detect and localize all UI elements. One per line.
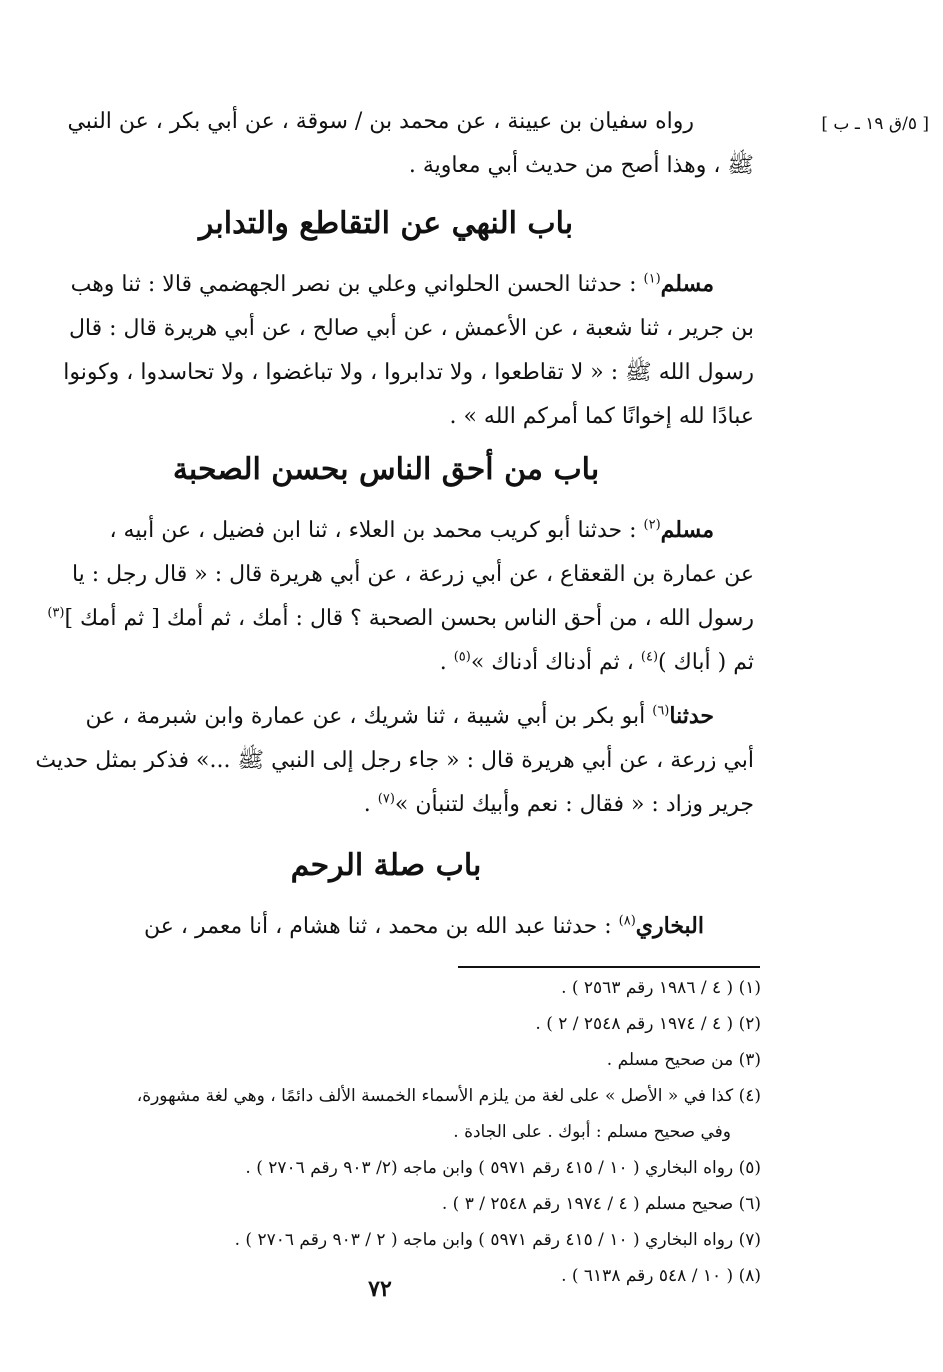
footnote-ref: (٤) [640, 649, 659, 665]
intro-paragraph [18, 100, 754, 188]
narrator-source: مسلم [660, 517, 714, 543]
footnote-ref: (٣) [47, 605, 65, 621]
footnote: (٥) رواه البخاري ( ١٠ / ٤١٥ رقم ٥٩٧١ ) وابن ماجه (٢/ ٩٠٣ رقم ٢٧٠٦ ) . [245, 1158, 761, 1178]
footnote-continuation: وفي صحيح مسلم : أبوك . على الجادة . [453, 1122, 731, 1142]
chapter-heading: باب من أحق الناس بحسن الصحبة [172, 452, 600, 487]
footnote-ref: (٢) [643, 517, 661, 533]
text-line [18, 641, 754, 685]
footnote: (٣) من صحيح مسلم . [606, 1050, 761, 1070]
footnotes [18, 970, 761, 1294]
narrator-source: مسلم [660, 271, 714, 297]
line-text: : حدثنا أبو كريب محمد بن العلاء ، ثنا ابن فضيل ، عن أبيه ، [109, 518, 644, 543]
line-text: جرير وزاد : « فقال : نعم وأبيك لتنبأن » [394, 792, 754, 817]
chapter-heading: باب النهي عن التقاطع والتدابر [198, 206, 574, 241]
narrator-source: حدثنا [669, 703, 714, 729]
footnote-ref: (٧) [377, 791, 395, 807]
text-line: أبي زرعة ، عن أبي هريرة قال : « جاء رجل إلى النبي ﷺ ...» فذكر بمثل حديث [35, 748, 754, 773]
line-text: أبو بكر بن أبي شيبة ، ثنا شريك ، عن عمارة وابن شبرمة ، عن [85, 704, 653, 729]
line-text: . [439, 650, 454, 675]
manuscript-folio-note: [ ٥/ق ١٩ ـ ب ] [821, 114, 929, 134]
text-line: بن جرير ، ثنا شعبة ، عن الأعمش ، عن أبي صالح ، عن أبي هريرة قال : قال [68, 316, 754, 341]
footnote-separator [458, 966, 760, 968]
footnote: (٦) صحيح مسلم ( ٤ / ١٩٧٤ رقم ٢٥٤٨ / ٣ ) . [441, 1194, 761, 1214]
text-line [18, 262, 754, 307]
line-text: . [363, 792, 378, 817]
line-text: رسول الله ، من أحق الناس بحسن الصحبة ؟ قال : أمك ، ثم أمك [ ثم أمك ] [64, 606, 754, 631]
text-line [18, 694, 754, 739]
footnote: (٨) ( ١٠ / ٥٤٨ رقم ٦١٣٨ ) . [561, 1266, 761, 1286]
text-line [18, 508, 754, 553]
footnote: (١) ( ٤ / ١٩٨٦ رقم ٢٥٦٣ ) . [561, 978, 761, 998]
text-line: رسول الله ﷺ : « لا تقاطعوا ، ولا تدابروا ، ولا تباغضوا ، ولا تحاسدوا ، وكونوا [63, 360, 754, 385]
footnote-ref: (٨) [618, 913, 636, 929]
text-line [18, 597, 754, 641]
page-number: ٧٢ [368, 1276, 392, 1302]
footnote: (٧) رواه البخاري ( ١٠ / ٤١٥ رقم ٥٩٧١ ) وابن ماجه ( ٢ / ٩٠٣ رقم ٢٧٠٦ ) . [234, 1230, 761, 1250]
text-line [18, 783, 754, 827]
text-line: عن عمارة بن القعقاع ، عن أبي زرعة ، عن أبي هريرة قال : « قال رجل : يا [71, 562, 754, 587]
footnote: (٤) كذا في « الأصل » على لغة من يلزم الأسماء الخمسة الألف دائمًا ، وهي لغة مشهورة، [136, 1086, 761, 1106]
text-line: عبادًا لله إخوانًا كما أمركم الله » . [449, 404, 754, 429]
intro-line: ﷺ ، وهذا أصح من حديث أبي معاوية . [408, 153, 754, 178]
line-text: : حدثنا الحسن الحلواني وعلي بن نصر الجهضمي قالا : ثنا وهب [70, 272, 644, 297]
line-text: ، ثم أدناك أدناك » [470, 650, 641, 675]
hadith-paragraph [18, 904, 754, 949]
hadith-paragraph [18, 262, 754, 439]
footnote-ref: (٦) [652, 703, 670, 719]
intro-line: رواه سفيان بن عيينة ، عن محمد بن / سوقة ، عن أبي بكر ، عن النبي [67, 109, 694, 134]
text-line [18, 904, 754, 949]
footnote-ref: (٥) [453, 649, 471, 665]
narrator-source: البخاري [635, 913, 704, 939]
line-text: ثم ( أباك ) [658, 650, 754, 675]
chapter-heading: باب صلة الرحم [290, 848, 482, 883]
footnote-ref: (١) [643, 271, 661, 287]
hadith-paragraph [18, 694, 754, 827]
line-text: : حدثنا عبد الله بن محمد ، ثنا هشام ، أنا معمر ، عن [144, 914, 619, 939]
hadith-paragraph [18, 508, 754, 685]
footnote: (٢) ( ٤ / ١٩٧٤ رقم ٢٥٤٨ / ٢ ) . [535, 1014, 761, 1034]
